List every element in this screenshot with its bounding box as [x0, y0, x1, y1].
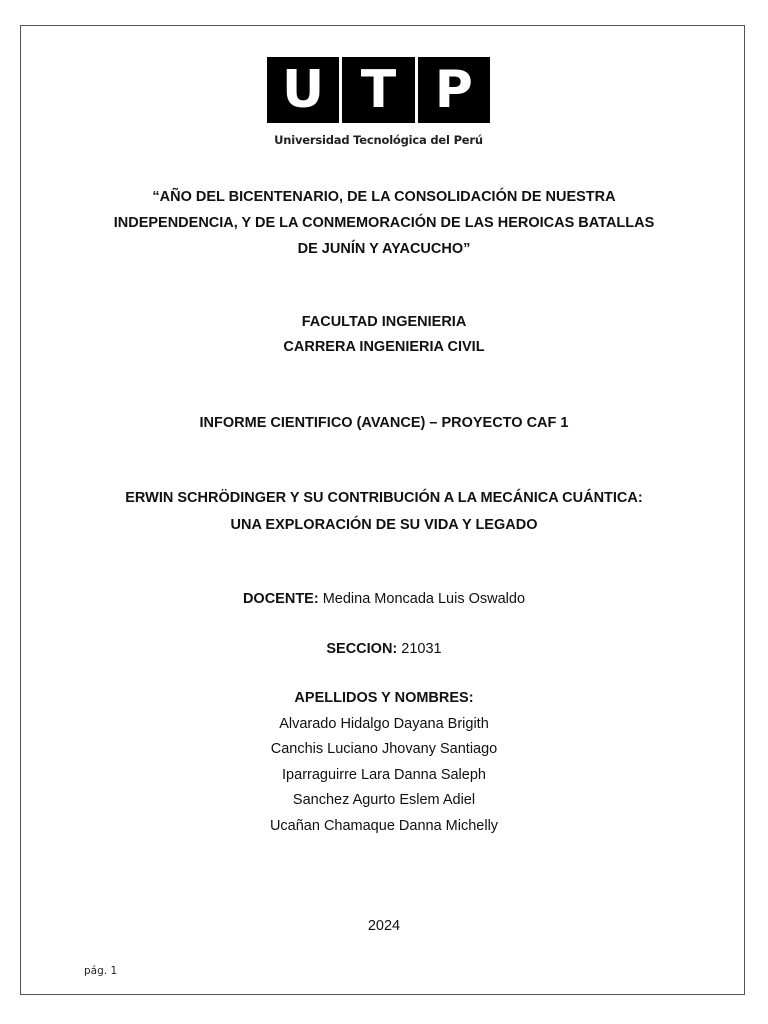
member-name: Alvarado Hidalgo Dayana Brigith: [279, 715, 489, 732]
member-name: Iparraguirre Lara Danna Saleph: [282, 766, 486, 783]
member-name: Canchis Luciano Jhovany Santiago: [270, 741, 498, 757]
motto-line: “AÑO DEL BICENTENARIO, DE LA CONSOLIDACIÓN DE NUESTRA: [152, 189, 616, 205]
logo-letter-u: U: [282, 60, 325, 120]
faculty-block: [40, 310, 728, 360]
year-block: [40, 914, 728, 938]
year-motto: [40, 184, 728, 262]
logo-letter-t: T: [339, 57, 414, 123]
faculty-name: FACULTAD INGENIERIA: [301, 314, 467, 330]
section-label: SECCION:: [326, 641, 398, 657]
career-name: CARRERA INGENIERIA CIVIL: [283, 339, 485, 355]
university-name: Universidad Tecnológica del Perú: [274, 133, 483, 147]
report-type: [40, 411, 728, 435]
member-name: Sanchez Agurto Eslem Adiel: [292, 792, 476, 808]
motto-line: INDEPENDENCIA, Y DE LA CONMEMORACIÓN DE LAS HEROICAS BATALLAS: [113, 215, 655, 231]
logo-letter-p: P: [415, 57, 490, 123]
section-field: [40, 637, 728, 661]
report-year: 2024: [367, 918, 401, 934]
members-label: APELLIDOS Y NOMBRES:: [294, 690, 474, 706]
topic-line: ERWIN SCHRÖDINGER Y SU CONTRIBUCIÓN A LA MECÁNICA CUÁNTICA:: [125, 490, 643, 506]
teacher-name: Medina Moncada Luis Oswaldo: [322, 591, 526, 607]
utp-logo-block: [267, 57, 490, 123]
utp-logo: [267, 57, 490, 151]
members-block: [40, 686, 728, 839]
section-value: 21031: [401, 641, 442, 657]
motto-line: DE JUNÍN Y AYACUCHO”: [297, 241, 471, 257]
topic-line: UNA EXPLORACIÓN DE SU VIDA Y LEGADO: [230, 517, 538, 533]
teacher-label: DOCENTE:: [242, 591, 319, 607]
report-type-text: INFORME CIENTIFICO (AVANCE) – PROYECTO CAF 1: [199, 415, 569, 431]
teacher-field: [40, 587, 728, 611]
member-name: Ucañan Chamaque Danna Michelly: [269, 817, 499, 834]
report-topic: [40, 485, 728, 539]
page-number: pág. 1: [84, 965, 118, 977]
